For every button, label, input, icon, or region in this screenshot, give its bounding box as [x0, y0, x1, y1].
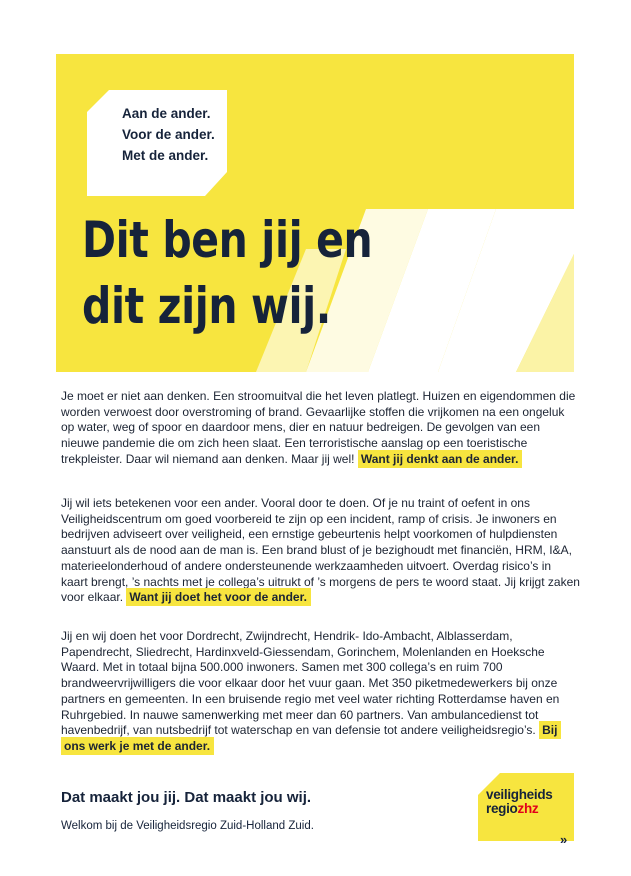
- closing-statement: Dat maakt jou jij. Dat maakt jou wij.: [61, 789, 312, 806]
- headline-line-1: Dit ben jij en: [82, 211, 373, 269]
- next-page-icon[interactable]: »: [560, 832, 566, 847]
- paragraph-2-highlight: Want jij doet het voor de ander.: [126, 588, 311, 606]
- welcome-text: Welkom bij de Veiligheidsregio Zuid-Holland Zuid.: [61, 820, 314, 832]
- paragraph-1: [61, 389, 581, 468]
- paragraph-2: [61, 496, 581, 606]
- paragraph-1-highlight: Want jij denkt aan de ander.: [358, 450, 523, 468]
- logo-suffix: zhz: [517, 801, 539, 816]
- veiligheidsregio-logo[interactable]: [478, 773, 574, 841]
- logo-prefix: regio: [486, 801, 518, 816]
- tagline-line-2: Voor de ander.: [122, 127, 215, 142]
- paragraph-1-text: Je moet er niet aan denken. Een stroomuitval die het leven platlegt. Huizen en eigendommen die worden verwoest door overstroming of brand. Gevaarlijke stoffen die vrijkomen na een ongeluk op water, weg of spoor en daardoor mens, dier en natuur bedreigen. De gevolgen van een nieuwe pandemie die om zich heen slaat. Een terroristische aanslag op een toeristische trekpleister. Daar wil niemand aan denken. Maar jij wel!: [61, 389, 576, 466]
- tagline-line-1: Aan de ander.: [122, 106, 211, 121]
- paragraph-3: [61, 629, 581, 755]
- tagline-line-3: Met de ander.: [122, 148, 209, 163]
- hero-banner: [56, 54, 574, 372]
- logo-line-1: veiligheids: [486, 787, 553, 802]
- logo-line-2: [486, 802, 538, 816]
- paragraph-3-highlight: Bij ons werk je met de ander.: [61, 721, 561, 755]
- headline-line-2: dit zijn wij.: [82, 277, 331, 335]
- paragraph-2-text: Jij wil iets betekenen voor een ander. Vooral door te doen. Of je nu traint of oefent in ons Veiligheidscentrum om goed voorbereid te zijn op een incident, ramp of crisis. Je inwoners en bedrijven adviseert over veiligheid, een ernstige gebeurtenis helpt voorkomen of hulpdiensten aanstuurt als de nood aan de man is. Een brand blust of je bezighoudt met financiën, HRM, I&A, materieelonderhoud of andere ondersteunende werkzaamheden uitvoert. Overdag risico’s in kaart brengt, ’s nachts met je collega’s uitrukt of ’s morgens de pers te woord staat. Jij krijgt zaken voor elkaar.: [61, 496, 580, 605]
- tagline-box: [87, 90, 227, 196]
- paragraph-3-text: Jij en wij doen het voor Dordrecht, Zwijndrecht, Hendrik- Ido-Ambacht, Alblasserdam, Papendrecht, Sliedrecht, Hardinxveld-Giessendam, Gorinchem, Molenlanden en Hoeksche Waard. Met in totaal bijna 500.000 inwoners. Samen met 300 collega’s en ruim 700 brandweervrijwilligers die voor elkaar door het vuur gaan. Met 350 piketmedewerkers bij onze partners en gemeenten. In een bruisende regio met veel water richting Rotterdamse haven en Ruhrgebied. In nauwe samenwerking met meer dan 60 partners. Van ambulancedienst tot havenbedrijf, van nutsbedrijf tot waterschap en van defensie tot andere veiligheidsregio’s.: [61, 629, 560, 738]
